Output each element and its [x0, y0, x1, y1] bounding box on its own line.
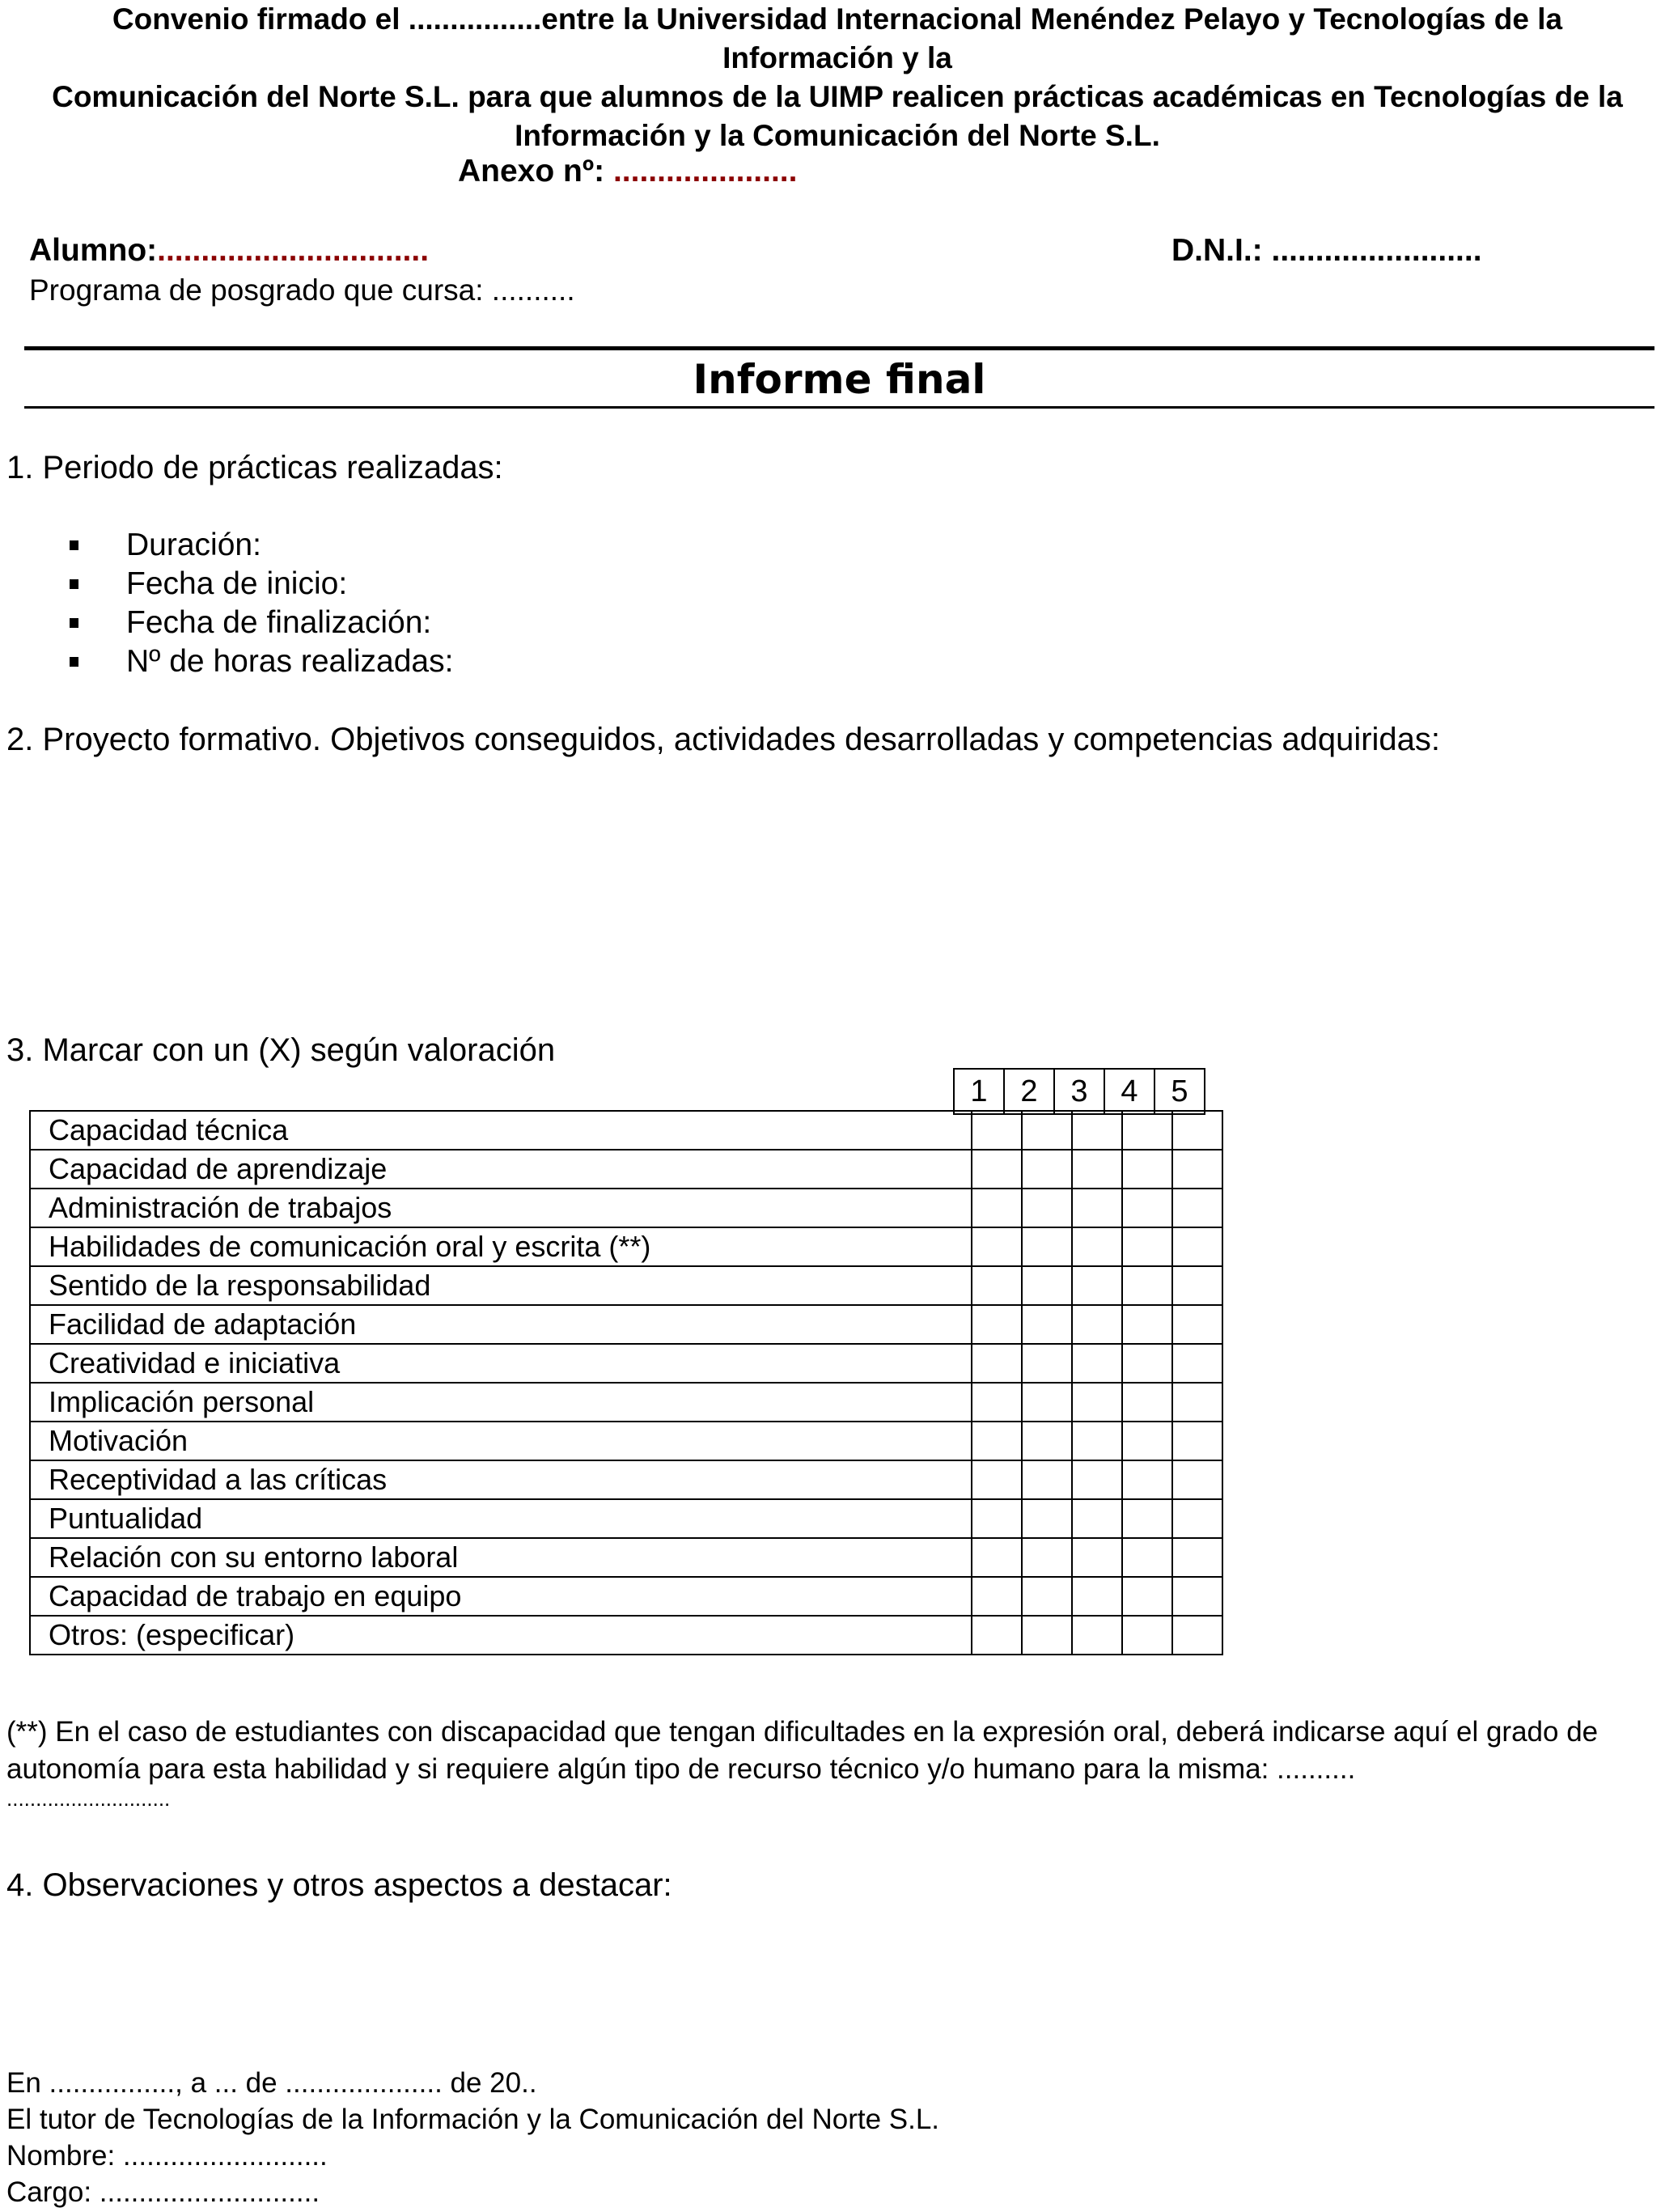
rating-cell-4[interactable]: [1122, 1460, 1172, 1499]
criterion-label: Motivación: [30, 1422, 972, 1460]
header-line-1: Convenio firmado el ................entre la Universidad Internacional Menéndez Pelayo y Tecnologías de la Información y la: [112, 2, 1563, 74]
program-label: Programa de posgrado que cursa:: [29, 273, 484, 307]
rating-cell-1[interactable]: [972, 1616, 1022, 1655]
rating-cell-3[interactable]: [1072, 1616, 1122, 1655]
rating-cell-4[interactable]: [1122, 1305, 1172, 1344]
rating-cell-5[interactable]: [1172, 1499, 1222, 1538]
tutor-name-line[interactable]: Nombre: ..........................: [6, 2140, 328, 2172]
scale-4: 4: [1104, 1069, 1154, 1114]
agreement-header: [32, 0, 1642, 155]
table-row: [30, 1305, 1222, 1344]
footnote-line-3[interactable]: ............................: [6, 1786, 171, 1811]
rating-cell-1[interactable]: [972, 1305, 1022, 1344]
annex-label: Anexo nº:: [458, 154, 605, 189]
table-row: [30, 1344, 1222, 1383]
criterion-label: Facilidad de adaptación: [30, 1305, 972, 1344]
rating-cell-2[interactable]: [1022, 1616, 1072, 1655]
list-item: [70, 642, 453, 681]
footnote-line-2: autonomía para esta habilidad y si requiere algún tipo de recurso técnico y/o humano para la misma: ..........: [6, 1753, 1356, 1785]
rating-cell-5[interactable]: [1172, 1577, 1222, 1616]
scale-3: 3: [1054, 1069, 1104, 1114]
list-item: [70, 604, 453, 642]
rating-cell-2[interactable]: [1022, 1422, 1072, 1460]
rating-cell-4[interactable]: [1122, 1538, 1172, 1577]
tutor-position-line[interactable]: Cargo: ............................: [6, 2176, 320, 2208]
rating-scale-header: [953, 1068, 1205, 1115]
table-row: [30, 1383, 1222, 1422]
criterion-label: Relación con su entorno laboral: [30, 1538, 972, 1577]
rating-cell-4[interactable]: [1122, 1150, 1172, 1189]
criterion-label: Creatividad e iniciativa: [30, 1344, 972, 1383]
rating-cell-5[interactable]: [1172, 1538, 1222, 1577]
rating-cell-3[interactable]: [1072, 1422, 1122, 1460]
rating-cell-4[interactable]: [1122, 1499, 1172, 1538]
bullet-square-icon: [70, 618, 78, 628]
rating-cell-2[interactable]: [1022, 1499, 1072, 1538]
duration-label: Duración:: [126, 528, 261, 562]
rating-cell-4[interactable]: [1122, 1266, 1172, 1305]
rating-cell-1[interactable]: [972, 1344, 1022, 1383]
rating-cell-5[interactable]: [1172, 1150, 1222, 1189]
table-row: [30, 1111, 1222, 1150]
bullet-square-icon: [70, 579, 78, 589]
title-rule-bottom: [24, 406, 1654, 409]
dni-label: D.N.I.:: [1171, 233, 1263, 268]
rating-cell-1[interactable]: [972, 1383, 1022, 1422]
rating-cell-5[interactable]: [1172, 1344, 1222, 1383]
rating-cell-2[interactable]: [1022, 1227, 1072, 1266]
rating-cell-2[interactable]: [1022, 1577, 1072, 1616]
tutor-line: El tutor de Tecnologías de la Información y la Comunicación del Norte S.L.: [6, 2104, 940, 2135]
rating-cell-2[interactable]: [1022, 1344, 1072, 1383]
rating-cell-4[interactable]: [1122, 1189, 1172, 1227]
criterion-label: Capacidad técnica: [30, 1111, 972, 1150]
table-row: [30, 1150, 1222, 1189]
rating-cell-4[interactable]: [1122, 1422, 1172, 1460]
rating-cell-3[interactable]: [1072, 1344, 1122, 1383]
footnote: [6, 1714, 1598, 1809]
scale-1: 1: [954, 1069, 1004, 1114]
rating-cell-5[interactable]: [1172, 1305, 1222, 1344]
rating-cell-5[interactable]: [1172, 1422, 1222, 1460]
table-row: [30, 1577, 1222, 1616]
rating-cell-4[interactable]: [1122, 1383, 1172, 1422]
table-row: [30, 1422, 1222, 1460]
student-line: [29, 233, 429, 269]
criterion-label: Implicación personal: [30, 1383, 972, 1422]
place-date-line[interactable]: En ................, a ... de .................... de 20..: [6, 2067, 537, 2099]
rating-table: [29, 1110, 1223, 1655]
section-1-heading: 1. Periodo de prácticas realizadas:: [6, 450, 503, 485]
table-row: [30, 1499, 1222, 1538]
rating-cell-5[interactable]: [1172, 1266, 1222, 1305]
rating-cell-4[interactable]: [1122, 1227, 1172, 1266]
rating-cell-1[interactable]: [972, 1499, 1022, 1538]
section-2-heading: 2. Proyecto formativo. Objetivos conseguidos, actividades desarrolladas y competencias adquiridas:: [6, 722, 1441, 757]
rating-cell-4[interactable]: [1122, 1616, 1172, 1655]
rating-cell-3[interactable]: [1072, 1538, 1122, 1577]
rating-cell-1[interactable]: [972, 1422, 1022, 1460]
scale-2: 2: [1004, 1069, 1054, 1114]
rating-cell-4[interactable]: [1122, 1111, 1172, 1150]
start-date-label: Fecha de inicio:: [126, 566, 348, 601]
rating-cell-3[interactable]: [1072, 1499, 1122, 1538]
table-row: [30, 1538, 1222, 1577]
criterion-label: Receptividad a las críticas: [30, 1460, 972, 1499]
rating-cell-1[interactable]: [972, 1460, 1022, 1499]
rating-cell-2[interactable]: [1022, 1189, 1072, 1227]
period-list: [70, 526, 453, 681]
annex-number-field[interactable]: .....................: [612, 154, 798, 189]
program-line: [29, 273, 575, 307]
program-field[interactable]: ..........: [491, 273, 575, 307]
header-line-2: Comunicación del Norte S.L. para que alumnos de la UIMP realicen prácticas académicas en Tecnologías de la: [52, 80, 1623, 113]
rating-cell-4[interactable]: [1122, 1577, 1172, 1616]
end-date-label: Fecha de finalización:: [126, 605, 432, 640]
rating-cell-3[interactable]: [1072, 1227, 1122, 1266]
table-row: [30, 1460, 1222, 1499]
hours-label: Nº de horas realizadas:: [126, 644, 454, 679]
rating-cell-1[interactable]: [972, 1111, 1022, 1150]
bullet-square-icon: [70, 540, 78, 550]
section-3-heading: 3. Marcar con un (X) según valoración: [6, 1032, 556, 1068]
rating-cell-3[interactable]: [1072, 1266, 1122, 1305]
rating-cell-2[interactable]: [1022, 1460, 1072, 1499]
rating-cell-3[interactable]: [1072, 1111, 1122, 1150]
student-label: Alumno:: [29, 233, 158, 268]
rating-cell-2[interactable]: [1022, 1266, 1072, 1305]
criterion-label: Otros: (especificar): [30, 1616, 972, 1655]
rating-cell-3[interactable]: [1072, 1150, 1122, 1189]
rating-cell-2[interactable]: [1022, 1383, 1072, 1422]
table-row: [30, 1616, 1222, 1655]
rating-cell-3[interactable]: [1072, 1577, 1122, 1616]
dni-line: [1171, 233, 1482, 269]
table-row: [30, 1227, 1222, 1266]
header-line-3: Información y la Comunicación del Norte S.L.: [515, 119, 1160, 152]
rating-cell-3[interactable]: [1072, 1460, 1122, 1499]
section-4-heading: 4. Observaciones y otros aspectos a destacar:: [6, 1867, 672, 1903]
rating-cell-5[interactable]: [1172, 1616, 1222, 1655]
table-row: [30, 1189, 1222, 1227]
rating-cell-5[interactable]: [1172, 1227, 1222, 1266]
list-item: [70, 565, 453, 604]
rating-cell-1[interactable]: [972, 1150, 1022, 1189]
criterion-label: Sentido de la responsabilidad: [30, 1266, 972, 1305]
table-row: [30, 1266, 1222, 1305]
rating-cell-3[interactable]: [1072, 1305, 1122, 1344]
criterion-label: Puntualidad: [30, 1499, 972, 1538]
rating-cell-3[interactable]: [1072, 1383, 1122, 1422]
criterion-label: Capacidad de trabajo en equipo: [30, 1577, 972, 1616]
rating-cell-3[interactable]: [1072, 1189, 1122, 1227]
footnote-line-1: (**) En el caso de estudiantes con discapacidad que tengan dificultades en la expresión oral, deberá indicarse aquí el grado de: [6, 1716, 1599, 1748]
rating-cell-1[interactable]: [972, 1189, 1022, 1227]
rating-cell-1[interactable]: [972, 1227, 1022, 1266]
rating-cell-2[interactable]: [1022, 1111, 1072, 1150]
rating-cell-2[interactable]: [1022, 1150, 1072, 1189]
criterion-label: Habilidades de comunicación oral y escrita (**): [30, 1227, 972, 1266]
signature-block: [6, 2065, 939, 2210]
bullet-square-icon: [70, 657, 78, 667]
rating-cell-1[interactable]: [972, 1538, 1022, 1577]
rating-cell-1[interactable]: [972, 1266, 1022, 1305]
rating-cell-5[interactable]: [1172, 1383, 1222, 1422]
rating-cell-1[interactable]: [972, 1577, 1022, 1616]
rating-cell-4[interactable]: [1122, 1344, 1172, 1383]
annex-line: [458, 154, 797, 189]
criterion-label: Administración de trabajos: [30, 1189, 972, 1227]
rating-cell-5[interactable]: [1172, 1189, 1222, 1227]
scale-5: 5: [1154, 1069, 1205, 1114]
list-item: [70, 526, 453, 565]
title-rule-top: [24, 346, 1654, 350]
page-title: Informe final: [693, 356, 986, 403]
dni-field[interactable]: ........................: [1271, 233, 1482, 268]
rating-cell-5[interactable]: [1172, 1460, 1222, 1499]
rating-cell-2[interactable]: [1022, 1305, 1072, 1344]
rating-cell-5[interactable]: [1172, 1111, 1222, 1150]
rating-cell-2[interactable]: [1022, 1538, 1072, 1577]
criterion-label: Capacidad de aprendizaje: [30, 1150, 972, 1189]
student-name-field[interactable]: ...............................: [157, 233, 430, 268]
